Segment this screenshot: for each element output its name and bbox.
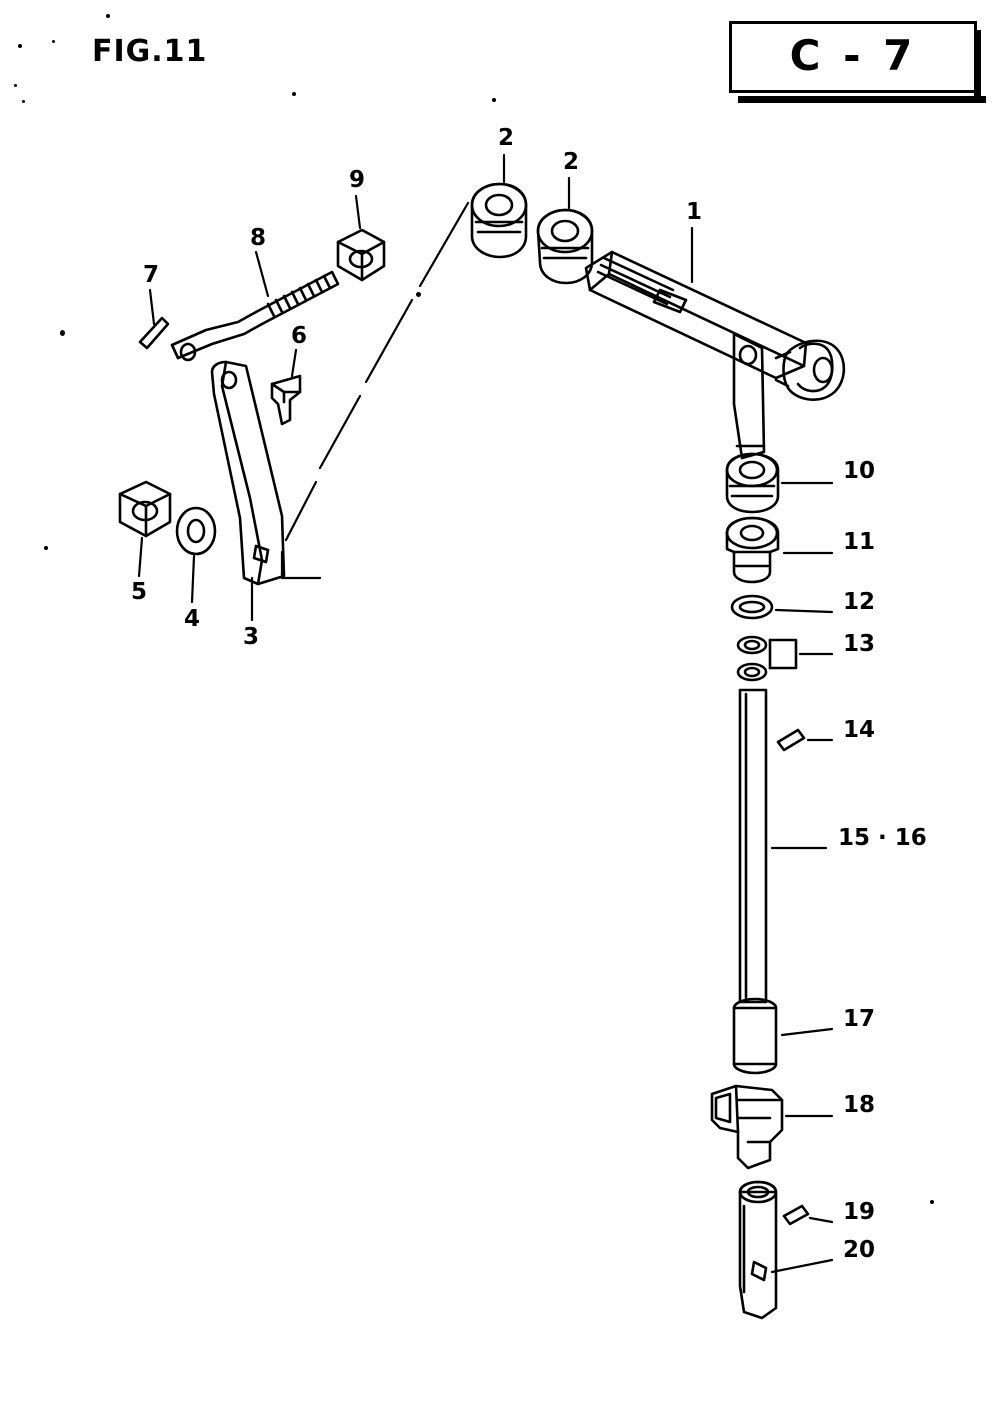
part-17-sleeve: [734, 999, 776, 1073]
part-11-seal: [727, 518, 778, 582]
speck: [292, 92, 296, 96]
callout-15-16: 15 · 16: [838, 825, 927, 851]
callout-2a: 2: [498, 125, 515, 151]
figure-title: FIG.11: [92, 34, 208, 69]
callout-5: 5: [131, 579, 148, 605]
callout-9: 9: [349, 167, 366, 193]
speck: [52, 40, 55, 43]
callout-14: 14: [843, 717, 876, 743]
part-4-washer: [177, 508, 215, 554]
callout-11: 11: [843, 529, 876, 555]
callout-6: 6: [291, 323, 308, 349]
assembly-guide-line: [282, 203, 468, 578]
page-code-label: C - 7: [789, 31, 917, 80]
part-20-lower-coupler: [740, 1182, 776, 1318]
part-19-pin: [784, 1206, 808, 1224]
speck: [18, 44, 22, 48]
callout-2b: 2: [563, 149, 580, 175]
part-1-shift-lever: [586, 252, 844, 458]
speck: [44, 546, 48, 550]
part-2-bushings: [472, 184, 592, 283]
part-9-nut: [338, 230, 384, 280]
callout-7: 7: [143, 262, 160, 288]
part-8-adjusting-rod: [172, 272, 338, 360]
speck: [14, 84, 17, 87]
callout-4: 4: [184, 606, 201, 632]
callout-12: 12: [843, 589, 876, 615]
speck: [106, 14, 110, 18]
callout-leader-lines: [139, 155, 832, 1272]
part-10-bushing: [727, 454, 778, 512]
part-6-screw: [272, 376, 300, 424]
part-13-oring-spacer: [738, 637, 796, 680]
part-5-nut: [120, 482, 170, 536]
speck: [492, 98, 496, 102]
speck: [60, 330, 65, 336]
part-18-shift-clamp: [712, 1086, 782, 1168]
part-15-16-shift-rod: [740, 690, 766, 1002]
code-box-shadow: [974, 30, 981, 102]
part-12-oring: [732, 596, 772, 618]
speck: [930, 1200, 934, 1204]
speck: [22, 100, 25, 103]
page-code-box: [729, 21, 977, 93]
callout-17: 17: [843, 1006, 876, 1032]
callout-10: 10: [843, 458, 876, 484]
callout-13: 13: [843, 631, 876, 657]
callout-18: 18: [843, 1092, 876, 1118]
callout-19: 19: [843, 1199, 876, 1225]
callout-1: 1: [686, 199, 703, 225]
speck: [416, 292, 421, 297]
callout-8: 8: [250, 225, 267, 251]
part-14-roll-pin: [778, 730, 804, 750]
callout-20: 20: [843, 1237, 876, 1263]
callout-3: 3: [243, 624, 260, 650]
